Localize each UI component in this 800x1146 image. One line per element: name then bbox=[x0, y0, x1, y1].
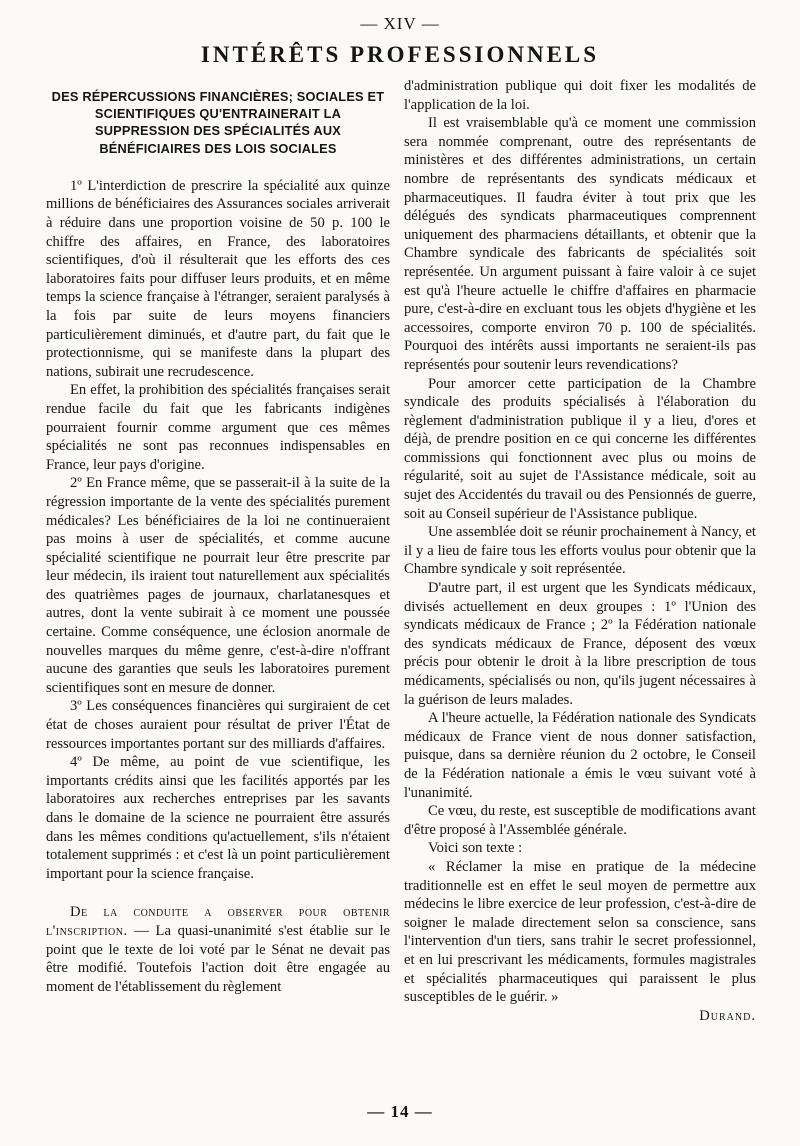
quote-paragraph: « Réclamer la mise en pratique de la médecine traditionnelle est en effet le seul moyen de permettre aux médecins le libre exercice de leur profession, c'est-à-dire de soigner le malade directement selon sa conscience, sans l'intervention d'un tiers, sans trahir le secret professionnel, et en lui prescrivant les médicaments, formules magistrales et spécialités pharmaceutiques qui paraissent le plus susceptibles de le guérir. » bbox=[404, 858, 756, 1006]
paragraph-2: En effet, la prohibition des spécialités françaises serait rendue facile du fait que les fabricants indigènes pourraient fournir comme argument que ces mêmes spécialités ne sont pas reconnues indispensables en France, leur pays d'origine. bbox=[46, 382, 390, 473]
right-paragraph-6: Ce vœu, du reste, est susceptible de modifications avant d'être proposé à l'Assemblée générale. bbox=[404, 803, 756, 838]
continuation-paragraph: d'administration publique qui doit fixer les modalités de l'application de la loi. bbox=[404, 78, 756, 113]
paragraph-5: 4º De même, au point de vue scientifique, les importants crédits ainsi que les facilités apportés par les laboratoires aux recherches entreprises par les savants dans le domaine de la science ne pourraient être assurés dans les mêmes conditions qu'actuellement, s'ils n'étaient totalement supprimés : et c'est là un point particulièrement important pour la science française. bbox=[46, 754, 390, 882]
right-paragraph-1: Il est vraisemblable qu'à ce moment une commission sera nommée comprenant, outre des représentants de ministères et des différentes administrations, un certain nombre de représentants des syndicats médicaux et pharmaceutiques. Il faudra éviter à tout prix que les délégués des syndicats pharmaceutiques comprennent uniquement des pharmaciens détaillants, et obtenir que la Chambre syndicale des fabricants de spécialités soit représentée. Un argument puissant à faire valoir à ce sujet est qu'à l'heure actuelle le chiffre d'affaires en pharmacie pure, c'est-à-dire en excluant tous les objets d'hygiène et les accessoires, comporte environ 70 p. 100 de spécialités. Pourquoi des intérêts aussi importants ne seraient-ils pas représentés pour soutenir leurs revendications? bbox=[404, 115, 756, 373]
right-paragraph-7: Voici son texte : bbox=[428, 840, 523, 857]
section-title: INTÉRÊTS PROFESSIONNELS bbox=[200, 42, 600, 67]
article-headline: DES RÉPERCUSSIONS FINANCIÈRES; SOCIALES ET SCIENTIFIQUES QU'ENTRAINERAIT LA SUPPRESSION DES SPÉCIALITÉS AUX BÉNÉFICIAIRES DES LOIS SOCIALES bbox=[51, 89, 385, 156]
right-paragraph-5: A l'heure actuelle, la Fédération nationale des Syndicats médicaux de France vient de nous donner satisfaction, puisque, dans sa dernière réunion du 2 octobre, le Conseil de la Fédération nationale a émis le vœu suivant voté à l'unanimité. bbox=[404, 710, 756, 801]
paragraph-spacer bbox=[46, 883, 390, 903]
signature: Durand. bbox=[699, 1007, 756, 1024]
right-paragraph-4: D'autre part, il est urgent que les Syndicats médicaux, divisés actuellement en deux groupes : 1º l'Union des syndicats médicaux de France ; 2º la Fédération nationale des syndicats médicaux de France, déposent des vœux précis pour obtenir le droit à la libre prescription de tous médicaments, spécialisés ou non, qu'ils jugent nécessaires à la guérison de leurs malades. bbox=[404, 580, 756, 708]
left-column bbox=[46, 82, 390, 996]
paragraph-3: 2º En France même, que se passerait-il à la suite de la régression importante de la vente des spécialités purement médicales? Les bénéficiaires de la loi ne continueraient pas moins à user de spécialités, et comme aucune spécialité scientifique ne pourrait leur être prescrite par leur médecin, ils iraient tout naturellement aux spécialités des quatrièmes pages de journaux, charlatanesques et autres, dont la vente subirait à ce moment une poussée certaine. Comme conséquence, une éclosion anormale de nouvelles marques du même genre, c'est-à-dire n'offrant aucune des garanties que seuls les laboratoires purement scientifiques sont en mesure de donner. bbox=[46, 475, 390, 696]
right-paragraph-2: Pour amorcer cette participation de la Chambre syndicale des produits spécialisés à l'élaboration du règlement d'administration publique il y a lieu, d'ores et déjà, de prendre position en ce qui concerne les différentes commissions qui fonctionnent avec plus ou moins de régularité, soit au sujet de l'Assistance médicale, soit au sujet des Accidentés du travail ou des Pensionnés de guerre, soit au Conseil supérieur de l'Assistance publique. bbox=[404, 375, 756, 522]
right-paragraph-3: Une assemblée doit se réunir prochainement à Nancy, et il y a lieu de faire tous les efforts voulus pour obtenir que la Chambre syndicale y soit représentée. bbox=[404, 524, 756, 578]
page-number: — 14 — bbox=[367, 1102, 433, 1121]
right-column bbox=[404, 77, 756, 1025]
conduct-paragraph bbox=[46, 903, 390, 996]
conduct-heading: De la conduite a observer pour obtenir l'inscription. bbox=[46, 904, 390, 939]
roman-page-number: — XIV — bbox=[360, 14, 440, 33]
conduct-text: — La quasi-unanimité s'est établie sur le point que le texte de loi voté par le Sénat ne devait pas être modifié. Toutefois l'action doit être engagée au moment de l'établissement du règlement bbox=[46, 922, 390, 995]
paragraph-1: 1º L'interdiction de prescrire la spécialité aux quinze millions de bénéficiaires des Assurances sociales arriverait à réduire dans une proportion voisine de 50 p. 100 le chiffre des affaires, en France, des laboratoires scientifiques, d'où il résulterait que les efforts des ces laboratoires faits pour diffuser leurs produits, et en même temps la science française à l'étranger, seraient paralysés à la fois par suite de leurs moyens financiers particulièrement diminués, et d'autre part, du fait que le protectionnisme, qui se manifeste dans la plupart des nations, subirait une recrudescence. bbox=[46, 177, 390, 380]
paragraph-4: 3º Les conséquences financières qui surgiraient de cet état de choses auraient pour résultat de priver l'État de ressources importantes portant sur des milliards d'affaires. bbox=[46, 698, 390, 752]
